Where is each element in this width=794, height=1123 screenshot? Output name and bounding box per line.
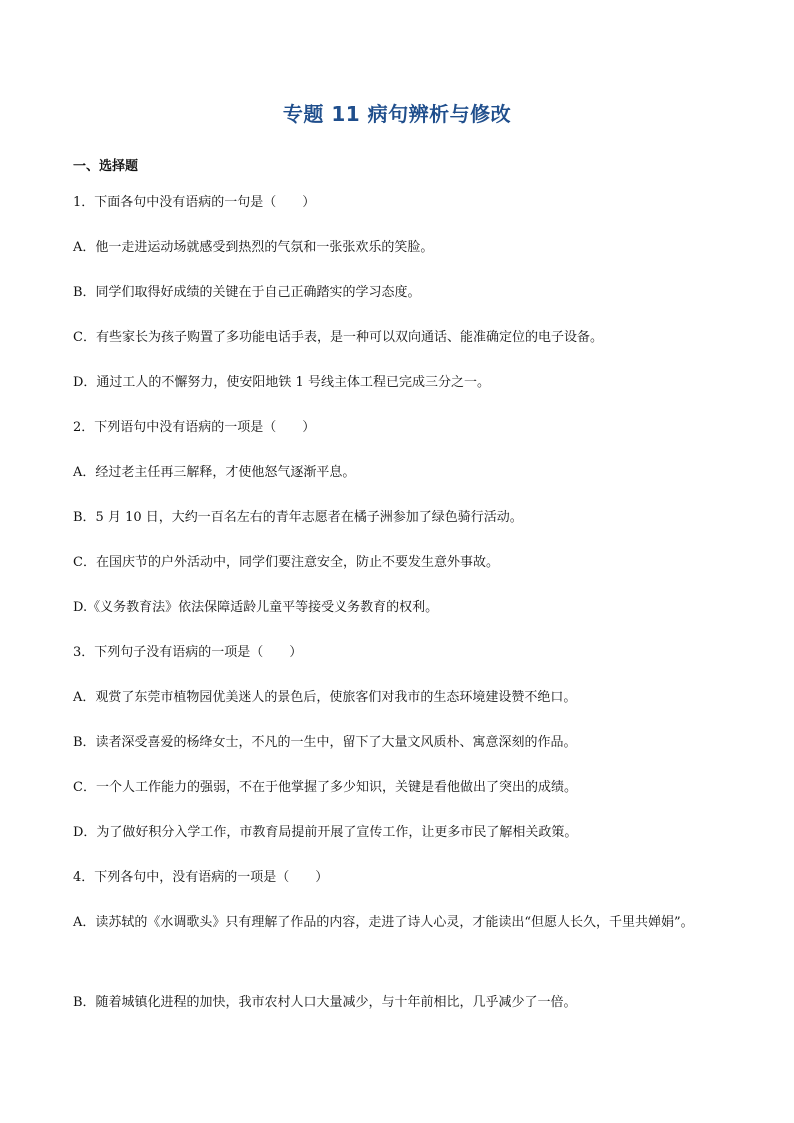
option-d: D．为了做好积分入学工作，市教育局提前开展了宣传工作，让更多市民了解相关政策。 bbox=[73, 825, 578, 840]
option-d: D.《义务教育法》依法保障适龄儿童平等接受义务教育的权利。 bbox=[73, 600, 439, 615]
option-c: C．在国庆节的户外活动中，同学们要注意安全，防止不要发生意外事故。 bbox=[73, 555, 499, 570]
page-title: 专题 11 病句辨析与修改 bbox=[282, 102, 512, 126]
option-b: B．同学们取得好成绩的关键在于自己正确踏实的学习态度。 bbox=[73, 285, 421, 300]
option-a: A．经过老主任再三解释，才使他怒气逐渐平息。 bbox=[73, 465, 356, 480]
question-stem: 1．下面各句中没有语病的一句是（ ） bbox=[73, 195, 316, 210]
option-b: B．随着城镇化进程的加快，我市农村人口大量减少，与十年前相比，几乎减少了一倍。 bbox=[73, 995, 577, 1010]
option-a: A．他一走进运动场就感受到热烈的气氛和一张张欢乐的笑脸。 bbox=[73, 240, 434, 255]
option-b: B．读者深受喜爱的杨绛女士，不凡的一生中，留下了大量文风质朴、寓意深刻的作品。 bbox=[73, 735, 577, 750]
section-heading: 一、选择题 bbox=[73, 159, 139, 174]
option-a: A．观赏了东莞市植物园优美迷人的景色后，使旅客们对我市的生态环境建设赞不绝口。 bbox=[73, 690, 577, 705]
question-stem: 4．下列各句中，没有语病的一项是（ ） bbox=[73, 870, 329, 885]
option-a: A．读苏轼的《水调歌头》只有理解了作品的内容，走进了诗人心灵，才能读出“但愿人长久，千里共婵娟”。 bbox=[73, 915, 694, 930]
option-c: C．一个人工作能力的强弱，不在于他掌握了多少知识，关键是看他做出了突出的成绩。 bbox=[73, 780, 577, 795]
question-stem: 2．下列语句中没有语病的一项是（ ） bbox=[73, 420, 316, 435]
option-c: C．有些家长为孩子购置了多功能电话手表，是一种可以双向通话、能准确定位的电子设备。 bbox=[73, 330, 603, 345]
option-b: B．5 月 10 日，大约一百名左右的青年志愿者在橘子洲参加了绿色骑行活动。 bbox=[73, 510, 523, 525]
question-stem: 3．下列句子没有语病的一项是（ ） bbox=[73, 645, 303, 660]
option-d: D．通过工人的不懈努力，使安阳地铁 1 号线主体工程已完成三分之一。 bbox=[73, 375, 490, 390]
